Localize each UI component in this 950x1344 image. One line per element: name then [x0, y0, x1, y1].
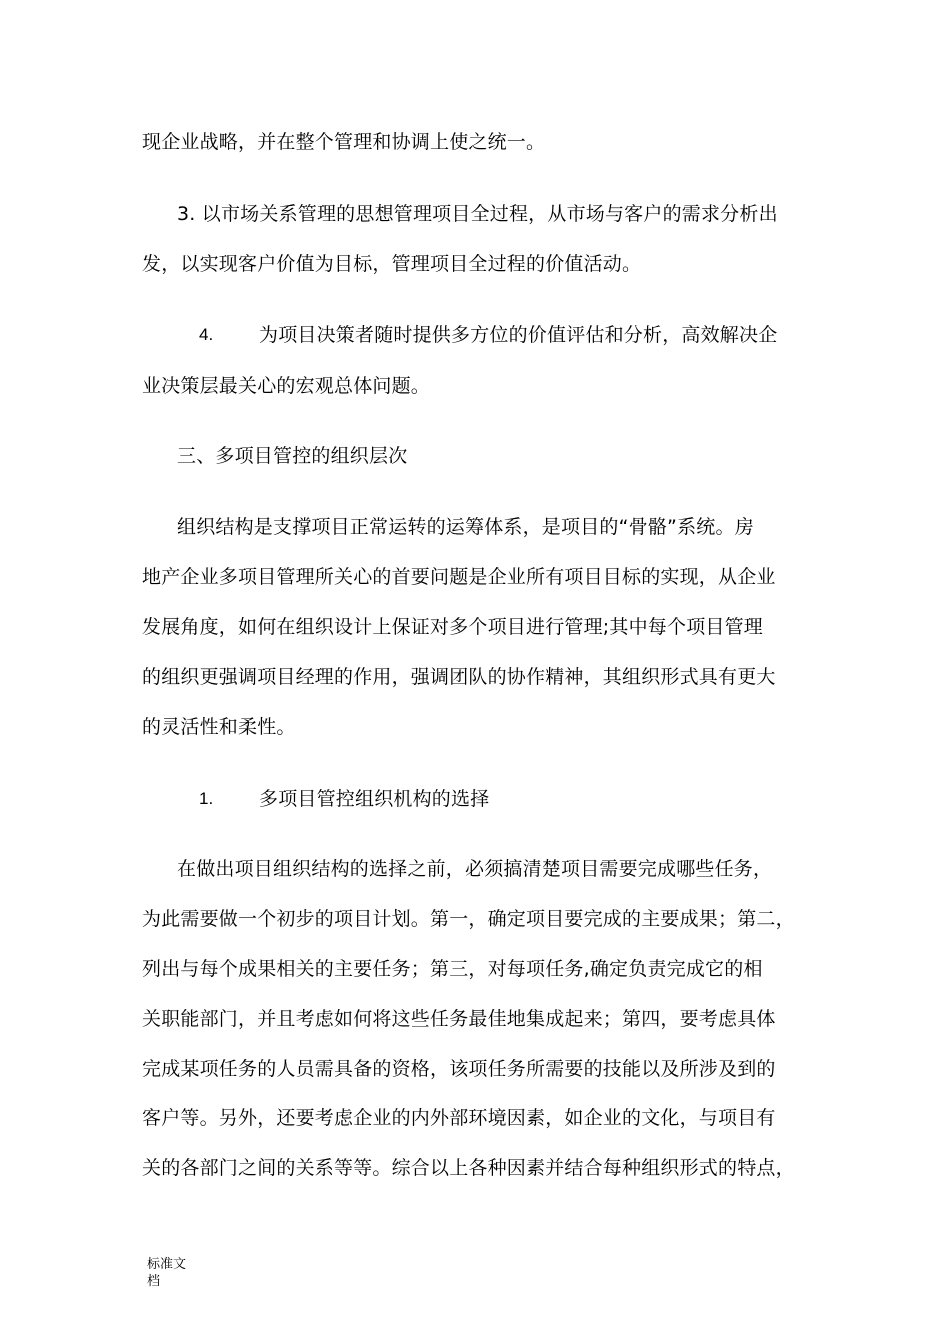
paragraph-line: 在做出项目组织结构的选择之前，必须搞清楚项目需要完成哪些任务，: [177, 858, 773, 880]
footer-label: 标准文: [147, 1257, 187, 1272]
list-item-3-line: 3. 以市场关系管理的思想管理项目全过程，从市场与客户的需求分析出: [177, 203, 778, 225]
paragraph-line: 关职能部门，并且考虑如何将这些任务最佳地集成起来；第四，要考虑具体: [142, 1008, 776, 1030]
list-item-4-number: 4.: [199, 325, 214, 344]
sub-heading: 多项目管控组织机构的选择: [259, 788, 490, 810]
paragraph-line: 组织结构是支撑项目正常运转的运筹体系，是项目的“骨骼”系统。房: [177, 516, 754, 538]
list-item-4-line: 业决策层最关心的宏观总体问题。: [142, 375, 431, 397]
paragraph-line: 列出与每个成果相关的主要任务；第三，对每项任务,确定负责完成它的相: [142, 958, 763, 980]
paragraph-line: 完成某项任务的人员需具备的资格，该项任务所需要的技能以及所涉及到的: [142, 1058, 776, 1080]
paragraph-line: 的组织更强调项目经理的作用，强调团队的协作精神，其组织形式具有更大: [142, 666, 776, 688]
paragraph-line: 发展角度，如何在组织设计上保证对多个项目进行管理;其中每个项目管理: [142, 616, 764, 638]
paragraph-line: 地产企业多项目管理所关心的首要问题是企业所有项目目标的实现，从企业: [142, 566, 776, 588]
paragraph-line: 为此需要做一个初步的项目计划。第一，确定项目要完成的主要成果；第二，: [142, 908, 795, 930]
paragraph-line: 关的各部门之间的关系等等。综合以上各种因素并结合每种组织形式的特点，: [142, 1157, 795, 1179]
paragraph-line: 的灵活性和柔性。: [142, 716, 296, 738]
sub-heading-number: 1.: [199, 789, 214, 808]
list-item-4-line: 为项目决策者随时提供多方位的价值评估和分析，高效解决企: [259, 324, 778, 346]
paragraph-line: 客户等。另外，还要考虑企业的内外部环境因素，如企业的文化，与项目有: [142, 1107, 776, 1129]
paragraph-line: 现企业战略，并在整个管理和协调上使之统一。: [142, 131, 546, 153]
footer-label: 档: [147, 1274, 161, 1289]
list-item-3-line: 发，以实现客户价值为目标，管理项目全过程的价值活动。: [142, 253, 642, 275]
section-heading: 三、多项目管控的组织层次: [177, 445, 408, 467]
